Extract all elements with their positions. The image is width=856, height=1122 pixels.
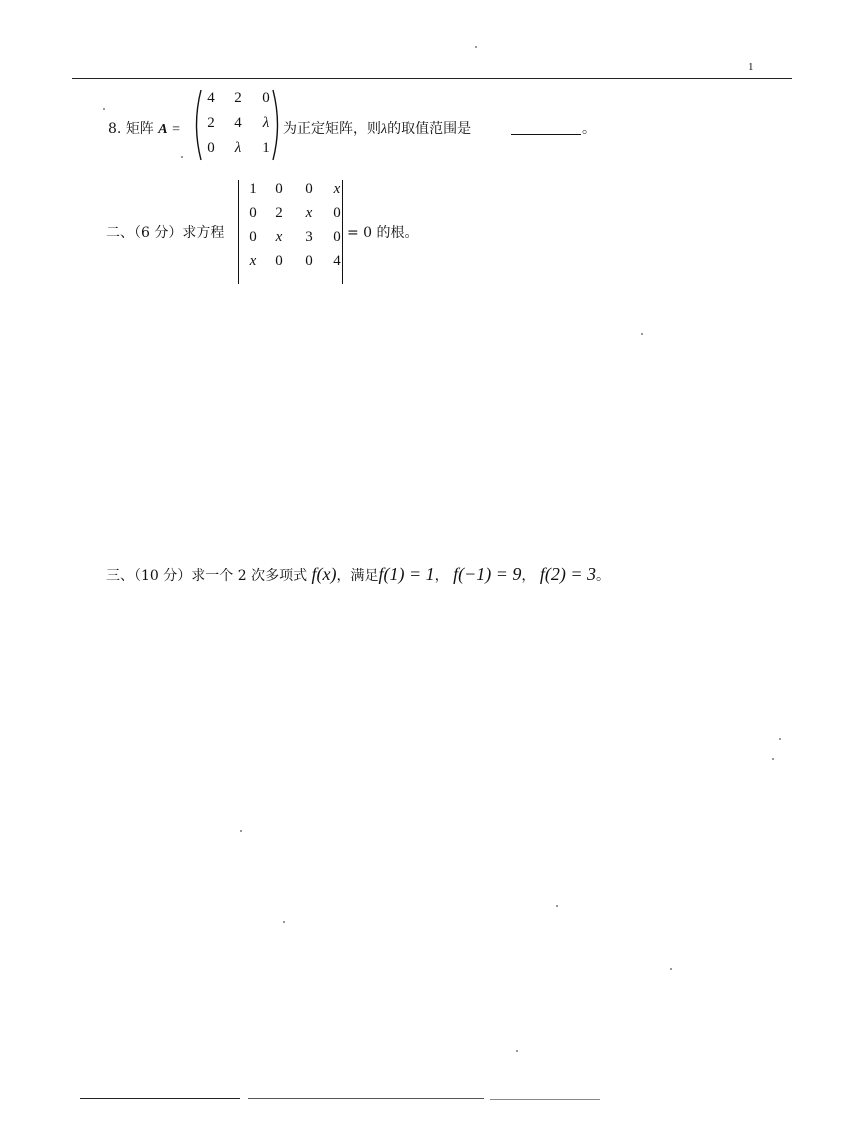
condition-2: f(−1) = 9	[453, 564, 522, 584]
scan-speck	[641, 333, 643, 335]
det-cell: 3	[305, 229, 313, 245]
scan-speck	[516, 1050, 518, 1052]
matrix-symbol: A	[158, 122, 168, 137]
scan-speck	[103, 108, 105, 110]
points-label: （6 分）	[134, 225, 183, 241]
determinant	[242, 181, 350, 270]
matrix-cell: 0	[207, 140, 215, 156]
matrix-a	[200, 90, 278, 157]
footer-rule	[80, 1098, 240, 1099]
answer-blank[interactable]	[511, 134, 581, 135]
det-cell: 0	[333, 229, 341, 245]
question-2-text: 求方程	[182, 225, 225, 241]
det-cell: 0	[249, 205, 257, 221]
matrix-cell: 2	[207, 115, 215, 131]
separator: ，	[434, 568, 449, 584]
scan-speck	[556, 905, 558, 907]
footer-rule	[248, 1098, 484, 1099]
det-cell: 0	[275, 181, 283, 197]
header-rule	[72, 78, 792, 79]
scan-speck	[181, 156, 183, 158]
section-label: 二、	[106, 225, 134, 241]
matrix-cell: 0	[262, 90, 270, 106]
footer-rule	[490, 1099, 600, 1100]
scan-speck	[475, 46, 477, 48]
det-cell: x	[305, 205, 313, 221]
question-3-text: 求一个 2 次多项式	[191, 568, 308, 584]
separator: ，	[521, 568, 536, 584]
determinant-left-bar	[238, 180, 239, 284]
det-cell: x	[333, 181, 341, 197]
question-8-text-2: 的取值范围是	[387, 121, 472, 137]
condition-1: f(1) = 1	[378, 564, 435, 584]
scan-speck	[240, 830, 242, 832]
question-3-end: 。	[596, 568, 610, 584]
matrix-cell: 4	[207, 90, 215, 106]
question-8-end: 。	[582, 121, 596, 137]
matrix-right-paren	[271, 88, 283, 162]
scan-speck	[670, 968, 672, 970]
matrix-cell: λ	[234, 140, 242, 156]
det-cell: 0	[305, 181, 313, 197]
page-number: 1	[748, 61, 754, 73]
question-2-tail: = 0 的根。	[347, 225, 419, 241]
section-label: 三、	[106, 568, 134, 584]
lambda-symbol: λ	[381, 122, 388, 137]
det-cell: 0	[249, 229, 257, 245]
matrix-cell: λ	[262, 115, 270, 131]
det-cell: 0	[333, 205, 341, 221]
question-8	[108, 118, 180, 138]
matrix-cell: 2	[234, 90, 242, 106]
scan-speck	[283, 921, 285, 923]
det-cell: 4	[333, 253, 341, 269]
polynomial-fx: f(x)	[311, 564, 337, 584]
equals-sign: =	[172, 122, 180, 137]
det-cell: 0	[305, 253, 313, 269]
question-3-text-2: ，满足	[336, 568, 379, 584]
matrix-cell: 4	[234, 115, 242, 131]
points-label: （10 分）	[134, 568, 192, 584]
scan-speck	[772, 758, 774, 760]
question-8-tail	[283, 118, 471, 138]
det-cell: 1	[249, 181, 257, 197]
det-cell: 0	[275, 253, 283, 269]
scan-speck	[779, 738, 781, 740]
question-2	[106, 222, 224, 242]
det-cell: x	[249, 253, 257, 269]
question-3	[106, 564, 610, 585]
question-8-lead-text: 矩阵	[125, 121, 154, 137]
question-8-text: 为正定矩阵，则	[283, 121, 381, 137]
question-number: 8.	[108, 121, 122, 137]
det-cell: 2	[275, 205, 283, 221]
condition-3: f(2) = 3	[539, 564, 596, 584]
det-cell: x	[275, 229, 283, 245]
matrix-cell: 1	[262, 140, 270, 156]
determinant-right-bar	[342, 180, 343, 284]
